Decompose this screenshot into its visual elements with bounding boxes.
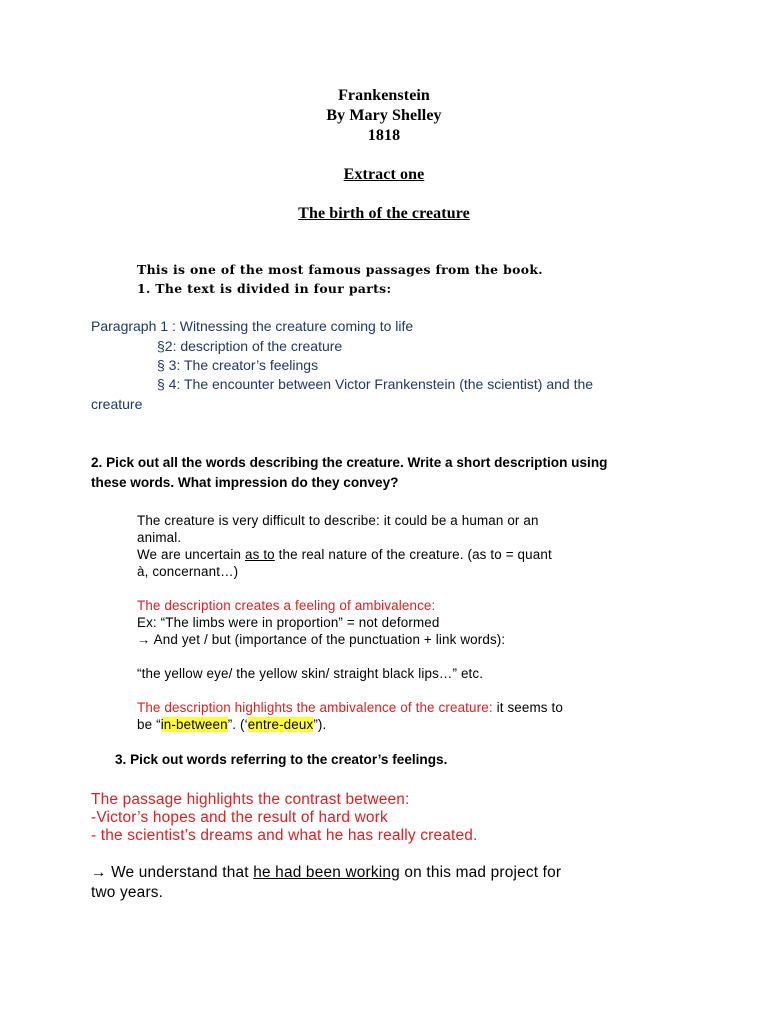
conclusion-line-2: two years. bbox=[91, 884, 164, 901]
conclusion-line-1 bbox=[91, 864, 561, 882]
highlighted-run: in-between bbox=[160, 717, 228, 732]
question-3: 3. Pick out words referring to the creator’s feelings. bbox=[115, 752, 448, 767]
contrast-line-3: - the scientist’s dreams and what he has really created. bbox=[91, 827, 478, 844]
extract-heading: Extract one bbox=[343, 166, 425, 183]
in-between-line bbox=[137, 717, 326, 732]
document-year: 1818 bbox=[367, 127, 401, 144]
document-author: By Mary Shelley bbox=[326, 107, 442, 124]
text-run: it seems to bbox=[492, 700, 563, 715]
example-line: Ex: “The limbs were in proportion” = not deformed bbox=[137, 615, 440, 630]
contrast-line-1: The passage highlights the contrast between: bbox=[91, 791, 410, 808]
text-run: ”. (‘ bbox=[227, 717, 248, 732]
text-run: on this mad project for bbox=[399, 864, 562, 881]
part-3: § 3: The creator’s feelings bbox=[157, 357, 319, 373]
part-4-continued: creature bbox=[91, 396, 143, 412]
question-2-line-1: 2. Pick out all the words describing the creature. Write a short description using bbox=[91, 455, 608, 470]
underlined-run: he had been working bbox=[253, 864, 400, 881]
text-run: We are uncertain bbox=[137, 547, 245, 562]
quote-line: “the yellow eye/ the yellow skin/ straight black lips…” etc. bbox=[137, 666, 484, 681]
answer-2-line-3 bbox=[137, 547, 552, 562]
intro-line-2: 1. The text is divided in four parts: bbox=[137, 281, 392, 296]
ambivalence-statement: The description creates a feeling of ambivalence: bbox=[137, 598, 436, 613]
part-4: § 4: The encounter between Victor Frankenstein (the scientist) and the bbox=[157, 376, 594, 392]
answer-2-line-2: animal. bbox=[137, 530, 182, 545]
part-2: §2: description of the creature bbox=[157, 338, 343, 354]
intro-line-1: This is one of the most famous passages from the book. bbox=[137, 262, 543, 277]
answer-2-line-1: The creature is very difficult to describe: it could be a human or an bbox=[137, 513, 539, 528]
highlighted-run: entre-deux bbox=[247, 717, 314, 732]
red-run: The description highlights the ambivalence of the creature: bbox=[137, 700, 493, 715]
text-run: the real nature of the creature. (as to = quant bbox=[274, 547, 552, 562]
text-run: → We understand that bbox=[91, 864, 254, 881]
text-run: be “ bbox=[137, 717, 161, 732]
answer-2-line-4: à, concernant…) bbox=[137, 564, 239, 579]
part-1: Paragraph 1 : Witnessing the creature coming to life bbox=[91, 318, 414, 334]
arrow-line: → And yet / but (importance of the punctuation + link words): bbox=[137, 632, 506, 647]
underlined-run: as to bbox=[245, 547, 275, 562]
question-2-line-2: these words. What impression do they convey? bbox=[91, 475, 399, 490]
contrast-line-2: -Victor’s hopes and the result of hard work bbox=[91, 809, 388, 826]
highlight-statement bbox=[137, 700, 563, 715]
text-run: ”). bbox=[313, 717, 327, 732]
section-subtitle: The birth of the creature bbox=[298, 205, 470, 222]
document-title: Frankenstein bbox=[338, 87, 430, 104]
